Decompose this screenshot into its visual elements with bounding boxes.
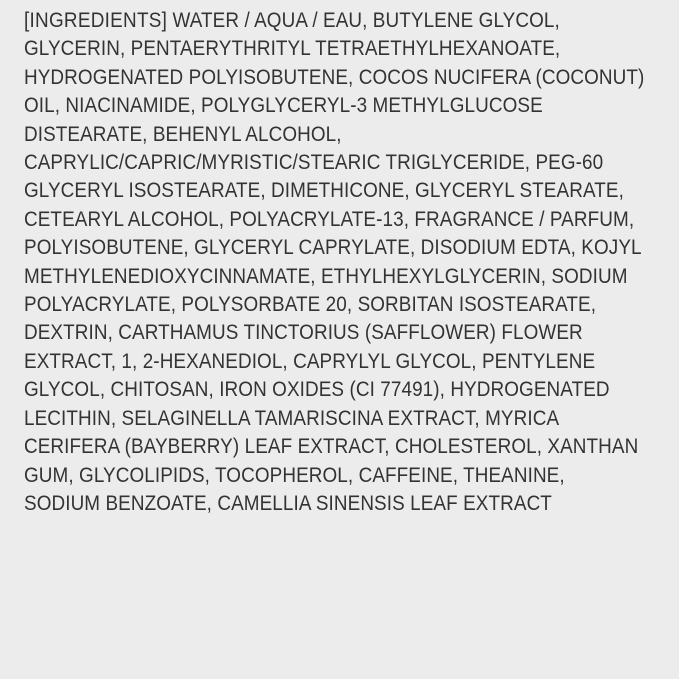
ingredients-line: DISTEARATE, BEHENYL ALCOHOL, bbox=[24, 122, 342, 146]
ingredients-text-block bbox=[24, 7, 679, 518]
ingredients-line bbox=[24, 7, 679, 35]
ingredients-line: POLYACRYLATE, POLYSORBATE 20, SORBITAN ISOSTEARATE, bbox=[24, 293, 597, 317]
ingredients-line: SODIUM BENZOATE, CAMELLIA SINENSIS LEAF EXTRACT bbox=[24, 491, 552, 515]
ingredients-line: POLYISOBUTENE, GLYCERYL CAPRYLATE, DISODIUM EDTA, KOJYL bbox=[24, 236, 642, 260]
ingredients-line: GLYCERIN, PENTAERYTHRITYL TETRAETHYLHEXANOATE, bbox=[24, 37, 561, 61]
ingredients-line: OIL, NIACINAMIDE, POLYGLYCERYL-3 METHYLGLUCOSE bbox=[24, 94, 543, 118]
ingredients-line: METHYLENEDIOXYCINNAMATE, ETHYLHEXYLGLYCERIN, SODIUM bbox=[24, 264, 628, 288]
ingredients-line: GUM, GLYCOLIPIDS, TOCOPHEROL, CAFFEINE, THEANINE, bbox=[24, 463, 565, 487]
ingredients-line: CAPRYLIC/CAPRIC/MYRISTIC/STEARIC TRIGLYCERIDE, PEG-60 bbox=[24, 151, 604, 175]
ingredients-line: GLYCOL, CHITOSAN, IRON OXIDES (CI 77491), HYDROGENATED bbox=[24, 378, 610, 402]
ingredients-line-text: WATER / AQUA / EAU, BUTYLENE GLYCOL, bbox=[167, 9, 560, 32]
ingredients-line: CETEARYL ALCOHOL, POLYACRYLATE-13, FRAGRANCE / PARFUM, bbox=[24, 207, 635, 231]
ingredients-line: GLYCERYL ISOSTEARATE, DIMETHICONE, GLYCERYL STEARATE, bbox=[24, 179, 624, 203]
ingredients-line: LECITHIN, SELAGINELLA TAMARISCINA EXTRACT, MYRICA bbox=[24, 406, 560, 430]
ingredients-line: DEXTRIN, CARTHAMUS TINCTORIUS (SAFFLOWER) FLOWER bbox=[24, 321, 583, 345]
ingredients-line: EXTRACT, 1, 2-HEXANEDIOL, CAPRYLYL GLYCOL, PENTYLENE bbox=[24, 349, 596, 373]
ingredients-line: CERIFERA (BAYBERRY) LEAF EXTRACT, CHOLESTEROL, XANTHAN bbox=[24, 435, 639, 459]
ingredients-heading: [INGREDIENTS] bbox=[24, 9, 168, 32]
ingredients-line: HYDROGENATED POLYISOBUTENE, COCOS NUCIFERA (COCONUT) bbox=[24, 65, 645, 89]
